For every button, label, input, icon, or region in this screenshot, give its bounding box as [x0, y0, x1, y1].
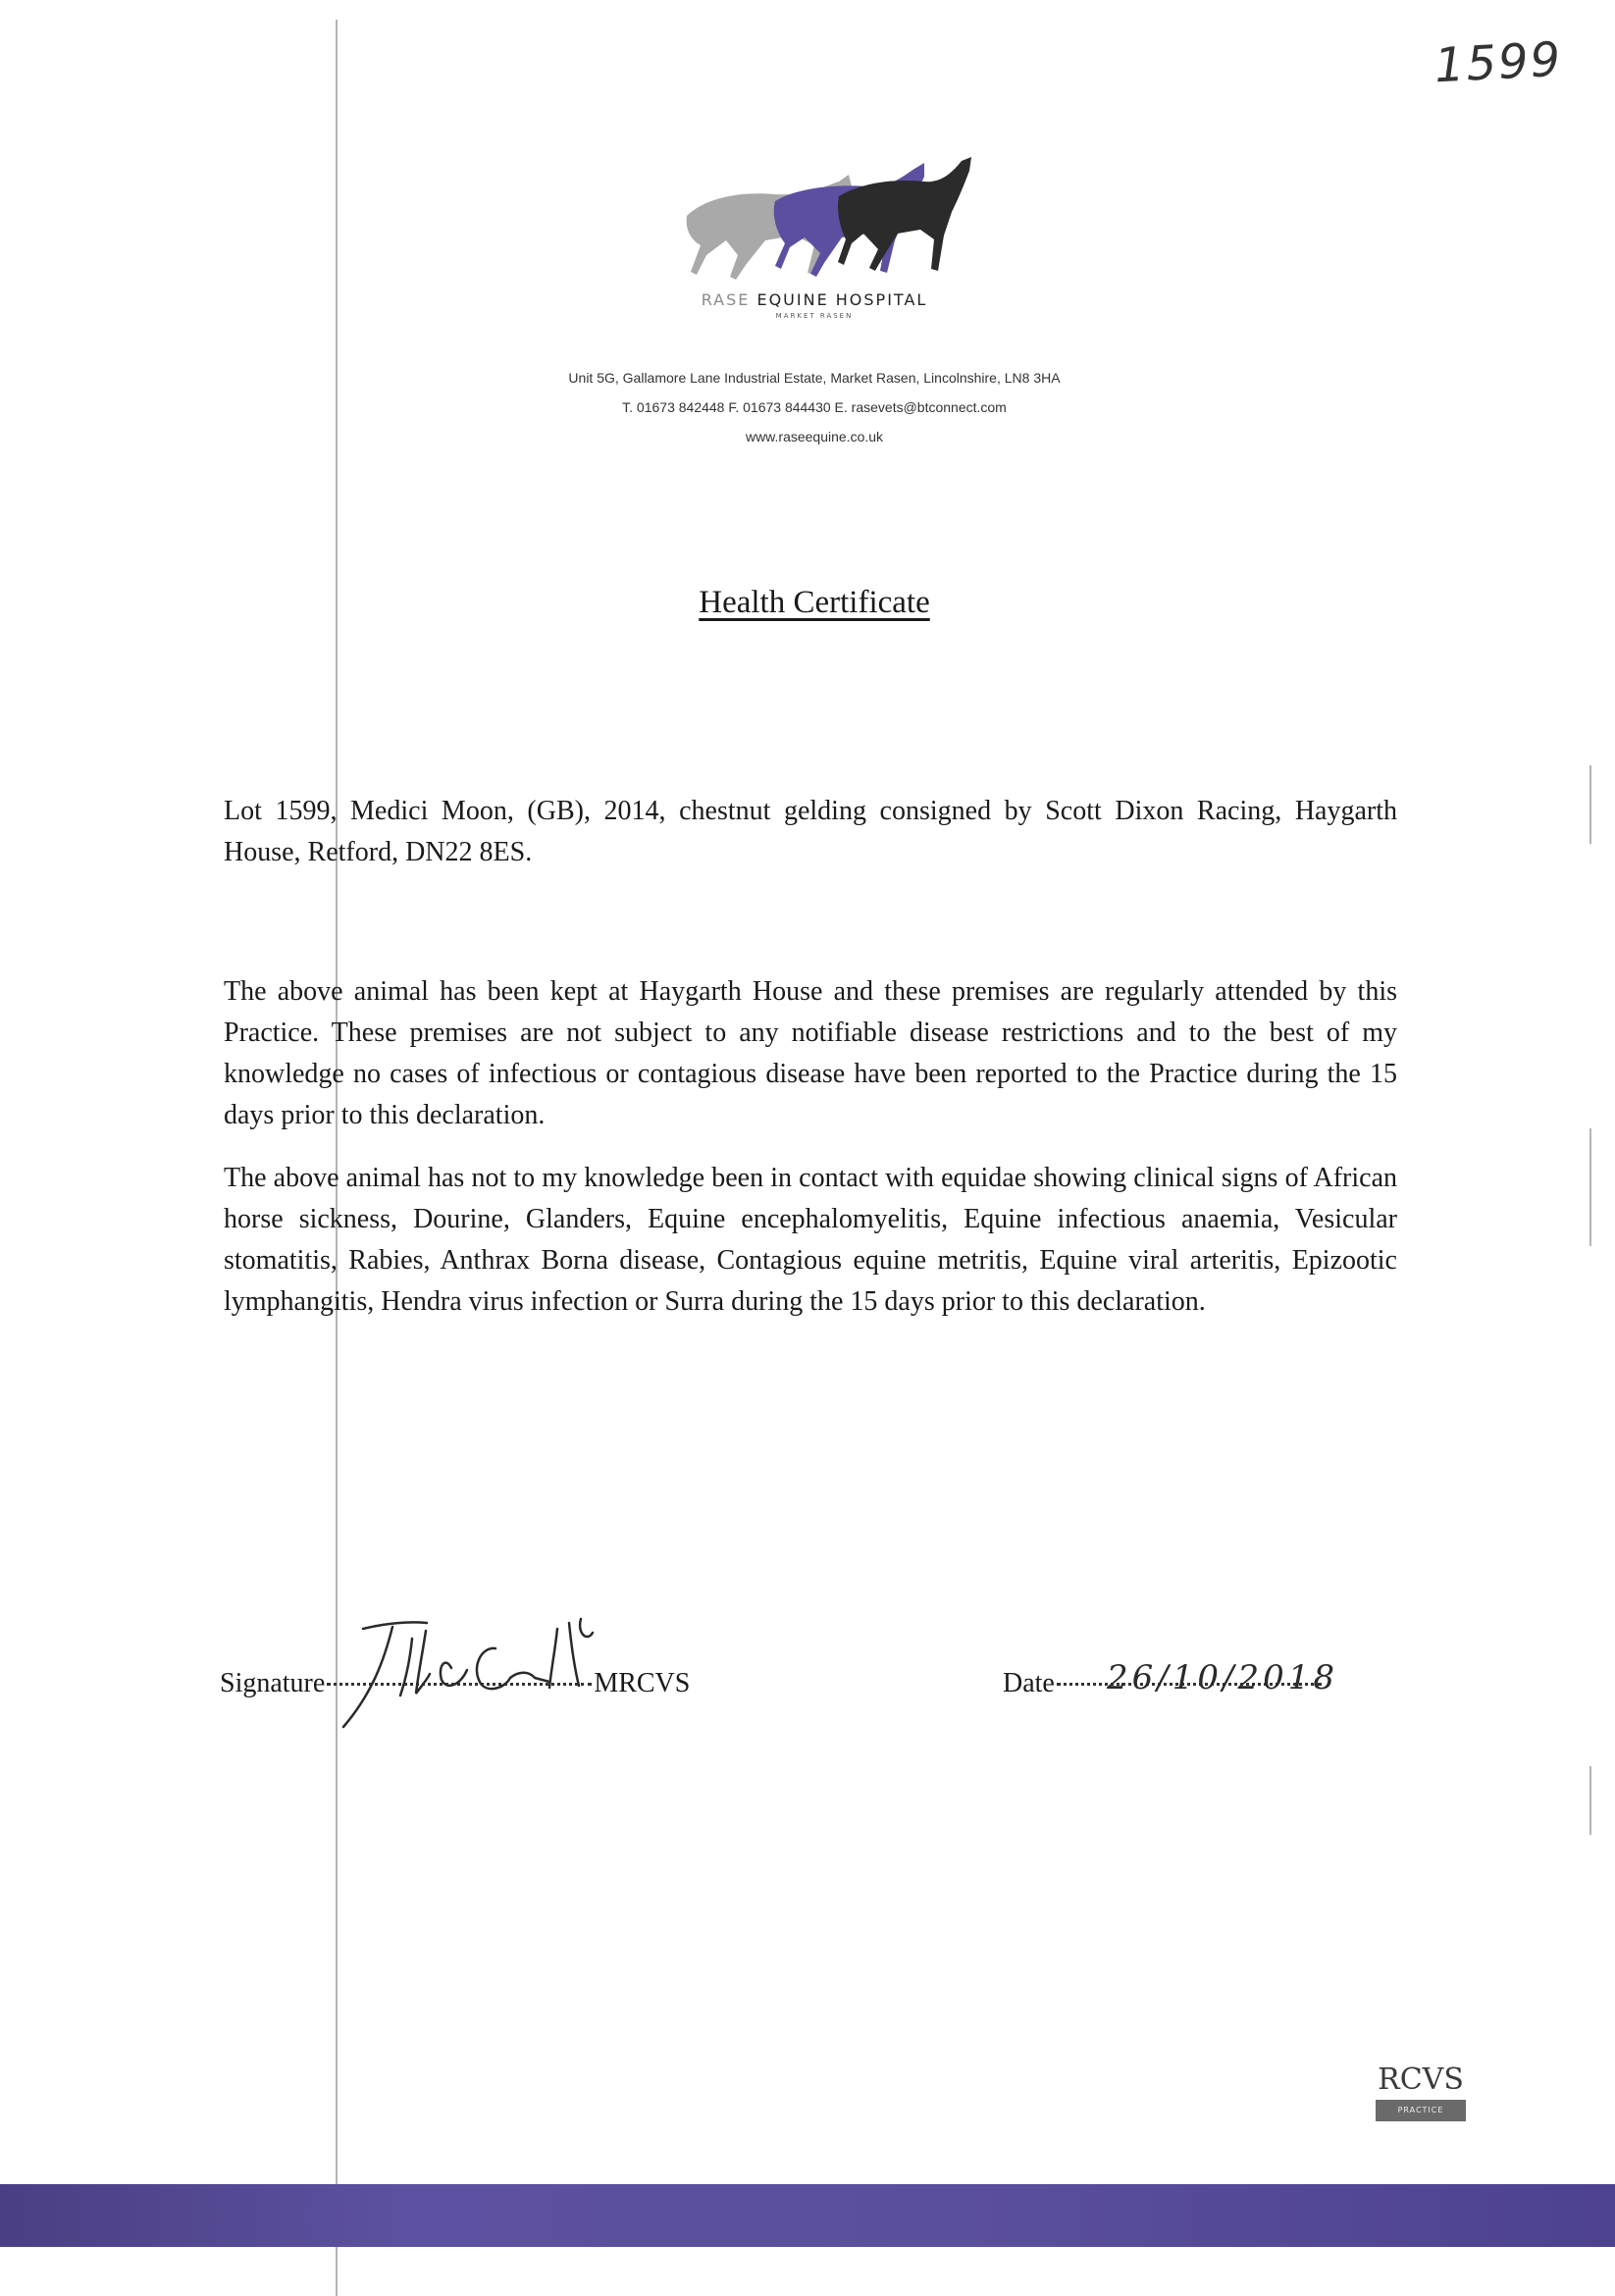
running-horses-icon	[667, 147, 981, 294]
hospital-name-main: EQUINE HOSPITAL	[756, 290, 928, 309]
handwritten-signature	[324, 1609, 657, 1737]
contact-line: T. 01673 842448 F. 01673 844430 E. rasevets@btconnect.com	[622, 399, 1007, 415]
scan-edge-mark	[1589, 765, 1591, 844]
rcvs-badge-text: RCVS	[1378, 2062, 1464, 2097]
hospital-name-prefix: RASE	[701, 290, 751, 309]
hospital-logo	[667, 147, 981, 294]
qualification-label: MRCVS	[594, 1668, 691, 1698]
website-line: www.raseequine.co.uk	[745, 429, 884, 444]
letterhead-address-block	[392, 363, 1236, 451]
premises-paragraph: The above animal has been kept at Haygarth House and these premises are regularly attended by this Practice. These premises are not subject to any notifiable disease restrictions and to the best of my knowledge no cases of infectious or contagious disease have been reported to the Practice during the 15 days prior to this declaration.	[224, 976, 1397, 1130]
date-label: Date	[1003, 1668, 1055, 1698]
scan-edge-mark	[1589, 1128, 1591, 1246]
lot-paragraph: Lot 1599, Medici Moon, (GB), 2014, chestnut gelding consigned by Scott Dixon Racing, Haygarth House, Retford, DN22 8ES.	[224, 796, 1397, 867]
rcvs-accreditation-badge	[1374, 2064, 1468, 2121]
rcvs-badge-sub: PRACTICE	[1376, 2100, 1466, 2121]
signature-label: Signature	[220, 1668, 326, 1698]
hospital-location: MARKET RASEN	[775, 312, 854, 320]
handwritten-date: 26/10/2018	[1107, 1658, 1338, 1697]
handwritten-file-number: 1599	[1433, 31, 1564, 94]
signature-scribble-icon	[324, 1609, 657, 1737]
footer-colour-band	[0, 2184, 1615, 2247]
document-title: Health Certificate	[699, 585, 930, 620]
scan-edge-mark	[1589, 1766, 1591, 1835]
hospital-name	[648, 290, 981, 309]
disease-contact-paragraph: The above animal has not to my knowledge been in contact with equidae showing clinical signs of African horse sickness, Dourine, Glanders, Equine encephalomyelitis, Equine infectious anaemia, Vesicular stomatitis, Rabies, Anthrax Borna disease, Contagious equine metritis, Equine viral arteritis, Epizootic lymphangitis, Hendra virus infection or Surra during the 15 days prior to this declaration.	[224, 1163, 1397, 1317]
address-line: Unit 5G, Gallamore Lane Industrial Estate, Market Rasen, Lincolnshire, LN8 3HA	[568, 370, 1061, 386]
